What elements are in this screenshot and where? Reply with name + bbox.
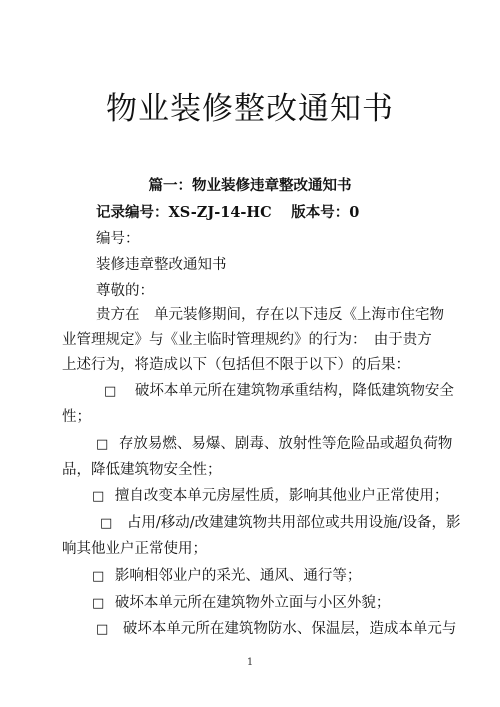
list-item [92, 566, 361, 587]
paragraph-line: 贵方在 单元装修期间，存在以下违反《上海市住宅物 [96, 307, 444, 323]
item-text-continuation: 品，降低建筑物安全性； [62, 462, 222, 478]
item-text: 占用/移动/改建建筑物共用部位或共用设施/设备，影 [126, 515, 461, 531]
number-label: 编号： [96, 231, 140, 247]
item-text-continuation: 性； [62, 409, 91, 425]
checkbox-icon: □ [92, 596, 105, 611]
list-item [104, 381, 454, 402]
checkbox-icon: □ [92, 569, 105, 584]
notice-title: 装修违章整改通知书 [96, 257, 227, 273]
list-item [92, 593, 390, 614]
document-title: 物业装修整改通知书 [106, 91, 394, 127]
checkbox-icon: □ [92, 489, 105, 504]
checkbox-icon: □ [96, 437, 109, 452]
page-number: 1 [246, 657, 254, 668]
list-item [100, 513, 461, 534]
item-text: 破坏本单元所在建筑物承重结构，降低建筑物安全 [134, 383, 454, 399]
item-text: 破坏本单元所在建筑物外立面与小区外貌； [114, 595, 391, 611]
item-text-continuation: 响其他业户正常使用； [62, 541, 207, 557]
checkbox-icon: □ [96, 622, 109, 637]
item-text: 破坏本单元所在建筑物防水、保温层，造成本单元与 [122, 621, 457, 637]
item-text: 影响相邻业户的采光、通风、通行等； [114, 568, 362, 584]
paragraph-line: 业管理规定》与《业主临时管理规约》的行为： 由于贵方 [62, 332, 432, 348]
item-text: 存放易燃、易爆、剧毒、放射性等危险品或超负荷物 [118, 436, 453, 452]
list-item [96, 434, 452, 455]
paragraph-line: 上述行为，将造成以下（包括但不限于以下）的后果： [62, 357, 410, 373]
record-number: 记录编号：XS-ZJ-14-HC 版本号：0 [96, 204, 360, 221]
checkbox-icon: □ [104, 384, 117, 399]
salutation: 尊敬的： [96, 283, 154, 299]
subtitle: 篇一：物业装修违章整改通知书 [148, 177, 352, 194]
list-item [92, 486, 448, 507]
list-item [96, 619, 456, 640]
item-text: 擅自改变本单元房屋性质，影响其他业户正常使用； [114, 488, 449, 504]
checkbox-icon: □ [100, 516, 113, 531]
